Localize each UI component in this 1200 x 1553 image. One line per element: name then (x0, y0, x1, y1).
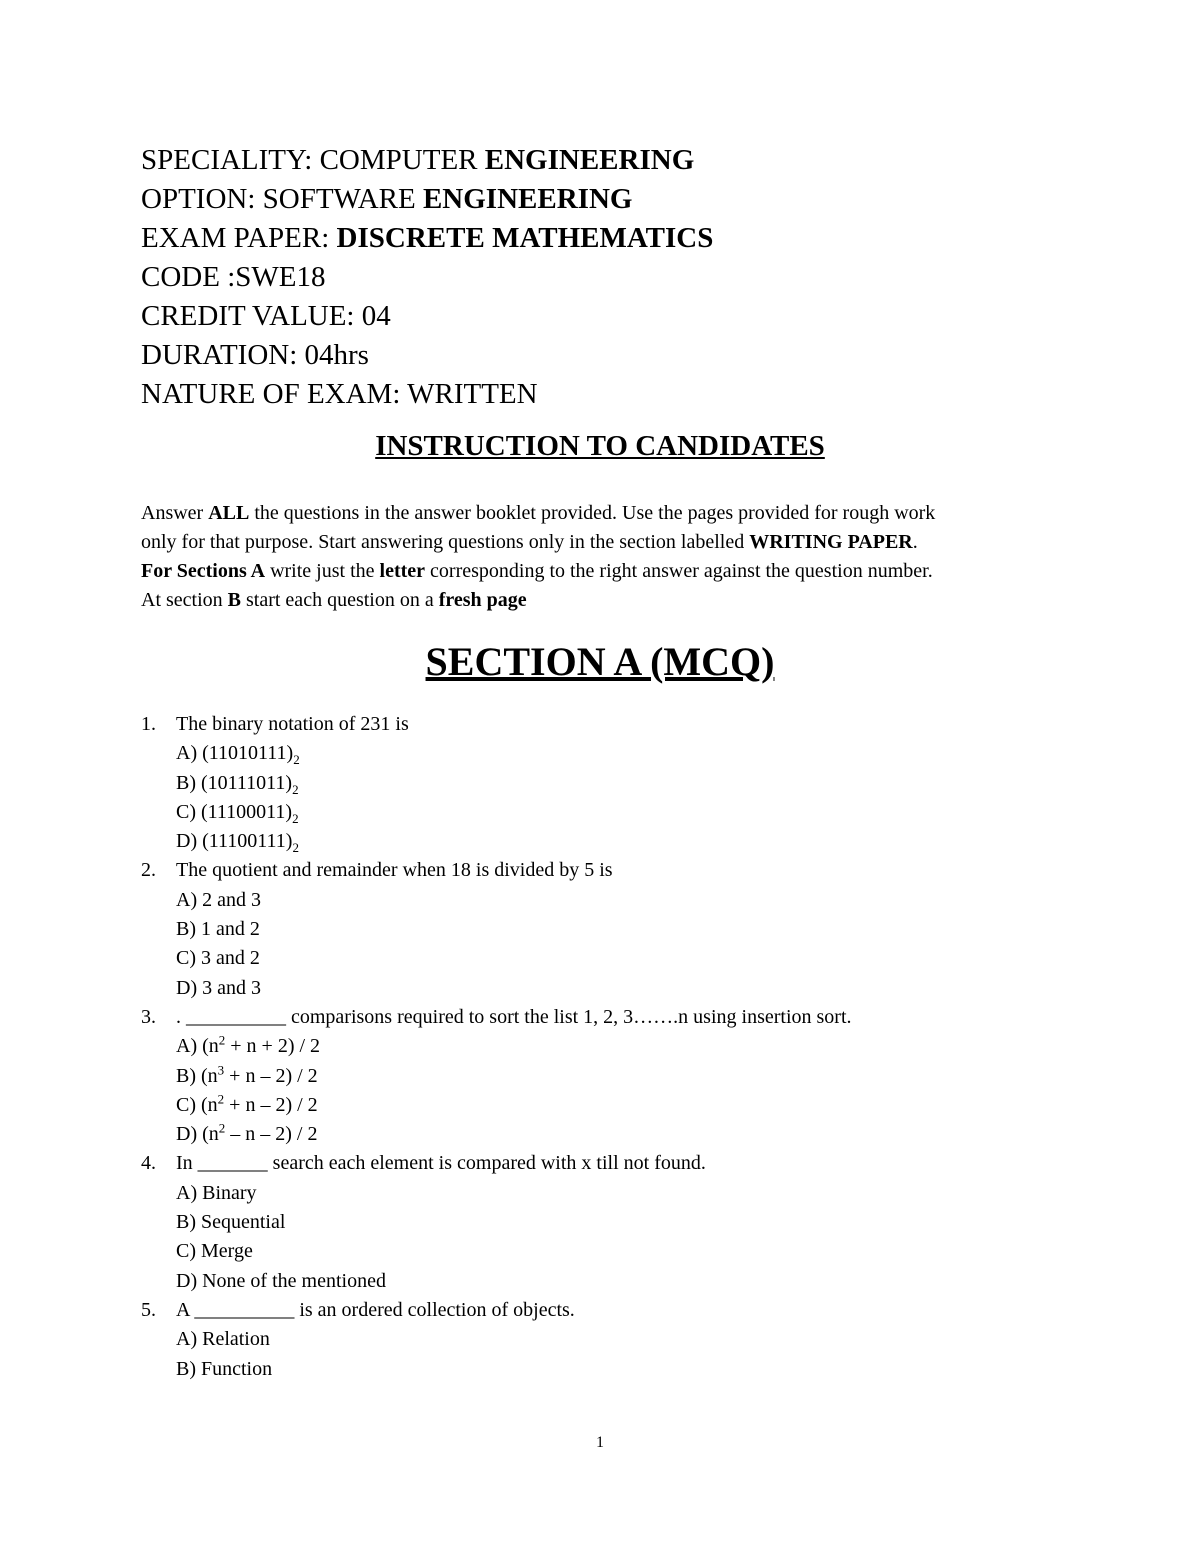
option-subscript: 2 (292, 810, 299, 826)
option-subscript: 2 (293, 752, 300, 768)
exam-paper-value: DISCRETE MATHEMATICS (336, 222, 714, 254)
question-stem (141, 710, 1081, 739)
instruction-emphasis: B (227, 589, 241, 611)
question-number: 2. (141, 859, 156, 882)
instruction-line (141, 557, 1071, 586)
exam-paper-line (141, 219, 1081, 258)
option-text: C) (11100011) (176, 800, 293, 823)
option-line (141, 180, 1081, 219)
answer-option: C) 3 and 2 (176, 947, 260, 970)
answer-option: A) Binary (176, 1181, 257, 1204)
option-text: + n + 2) / 2 (225, 1035, 321, 1058)
answer-option (141, 1062, 1081, 1091)
question-text: The quotient and remainder when 18 is divided by 5 is (176, 859, 613, 882)
answer-option (141, 769, 1081, 798)
instruction-text: Answer (141, 502, 204, 524)
instruction-line (141, 499, 1071, 528)
answer-option: D) 3 and 3 (176, 976, 261, 999)
question-number: 5. (141, 1298, 156, 1321)
instruction-text: corresponding to the right answer against the question number. (430, 560, 933, 582)
question-stem (141, 1149, 1081, 1178)
answer-option (141, 739, 1081, 768)
option-text: – n – 2) / 2 (225, 1123, 318, 1146)
instruction-line (141, 586, 1071, 615)
option-text: + n – 2) / 2 (224, 1093, 318, 1116)
duration-line: DURATION: 04hrs (141, 339, 369, 371)
instruction-emphasis: letter (379, 560, 426, 582)
question-number: 4. (141, 1152, 156, 1175)
answer-option: A) 2 and 3 (176, 888, 261, 911)
option-label: OPTION: SOFTWARE (141, 183, 416, 215)
question-number: 3. (141, 1005, 156, 1028)
instructions-title: INSTRUCTION TO CANDIDATES (375, 430, 825, 462)
instruction-emphasis: ALL (208, 502, 250, 524)
instruction-text: start each question on a (246, 589, 434, 611)
answer-option (141, 1032, 1081, 1061)
instruction-text: At section (141, 589, 223, 611)
option-superscript: 2 (217, 1091, 225, 1107)
option-subscript: 2 (292, 781, 299, 797)
option-text: A) (n (176, 1035, 219, 1058)
question-text: The binary notation of 231 is (176, 713, 409, 735)
answer-option (141, 1091, 1081, 1120)
page-number: 1 (596, 1434, 604, 1451)
option-superscript: 2 (218, 1120, 226, 1136)
option-text: D) (11100111) (176, 830, 293, 853)
option-value: ENGINEERING (422, 183, 633, 215)
answer-option (141, 798, 1081, 827)
section-a-title: SECTION A (MCQ) (425, 639, 775, 684)
instruction-emphasis: For Sections A (141, 560, 266, 582)
answer-option: B) 1 and 2 (176, 918, 260, 941)
option-text: + n – 2) / 2 (224, 1064, 318, 1087)
instructions-body (141, 499, 1071, 615)
option-text: B) (n (176, 1064, 218, 1087)
nature-line: NATURE OF EXAM: WRITTEN (141, 378, 538, 410)
speciality-label: SPECIALITY: COMPUTER (141, 144, 478, 176)
option-text: A) (11010111) (176, 742, 294, 765)
code-line: CODE :SWE18 (141, 261, 326, 293)
answer-option (141, 1120, 1081, 1149)
question-text: A __________ is an ordered collection of objects. (176, 1298, 575, 1321)
speciality-line (141, 141, 1081, 180)
question-stem (141, 856, 1081, 885)
instruction-emphasis: fresh page (438, 589, 527, 611)
credit-value-line: CREDIT VALUE: 04 (141, 300, 391, 332)
question-text: In _______ search each element is compared with x till not found. (176, 1152, 706, 1175)
exam-header (141, 141, 1081, 414)
instruction-text: the questions in the answer booklet provided. Use the pages provided for rough work (254, 502, 936, 524)
option-superscript: 2 (218, 1032, 226, 1048)
answer-option: B) Function (176, 1357, 273, 1380)
instruction-text: . (912, 531, 918, 553)
instruction-emphasis: WRITING PAPER (749, 531, 913, 553)
answer-option: B) Sequential (176, 1211, 286, 1234)
option-superscript: 3 (217, 1061, 225, 1077)
speciality-value: ENGINEERING (484, 144, 695, 176)
instruction-line (141, 528, 1071, 557)
answer-option: D) None of the mentioned (176, 1269, 386, 1292)
option-text: C) (n (176, 1093, 218, 1116)
answer-option (141, 827, 1081, 856)
instruction-text: only for that purpose. Start answering questions only in the section labelled (141, 531, 745, 553)
instruction-text: write just the (270, 560, 375, 582)
question-stem (141, 1296, 1081, 1325)
option-text: B) (10111011) (176, 771, 293, 794)
question-list (141, 710, 1081, 1384)
option-subscript: 2 (292, 840, 299, 856)
option-text: D) (n (176, 1123, 219, 1146)
question-number: 1. (141, 713, 156, 735)
exam-paper-label: EXAM PAPER: (141, 222, 330, 254)
answer-option: A) Relation (176, 1328, 270, 1351)
question-text: . __________ comparisons required to sort the list 1, 2, 3…….n using insertion sort. (176, 1005, 852, 1028)
question-stem (141, 1003, 1081, 1032)
answer-option: C) Merge (176, 1240, 253, 1263)
